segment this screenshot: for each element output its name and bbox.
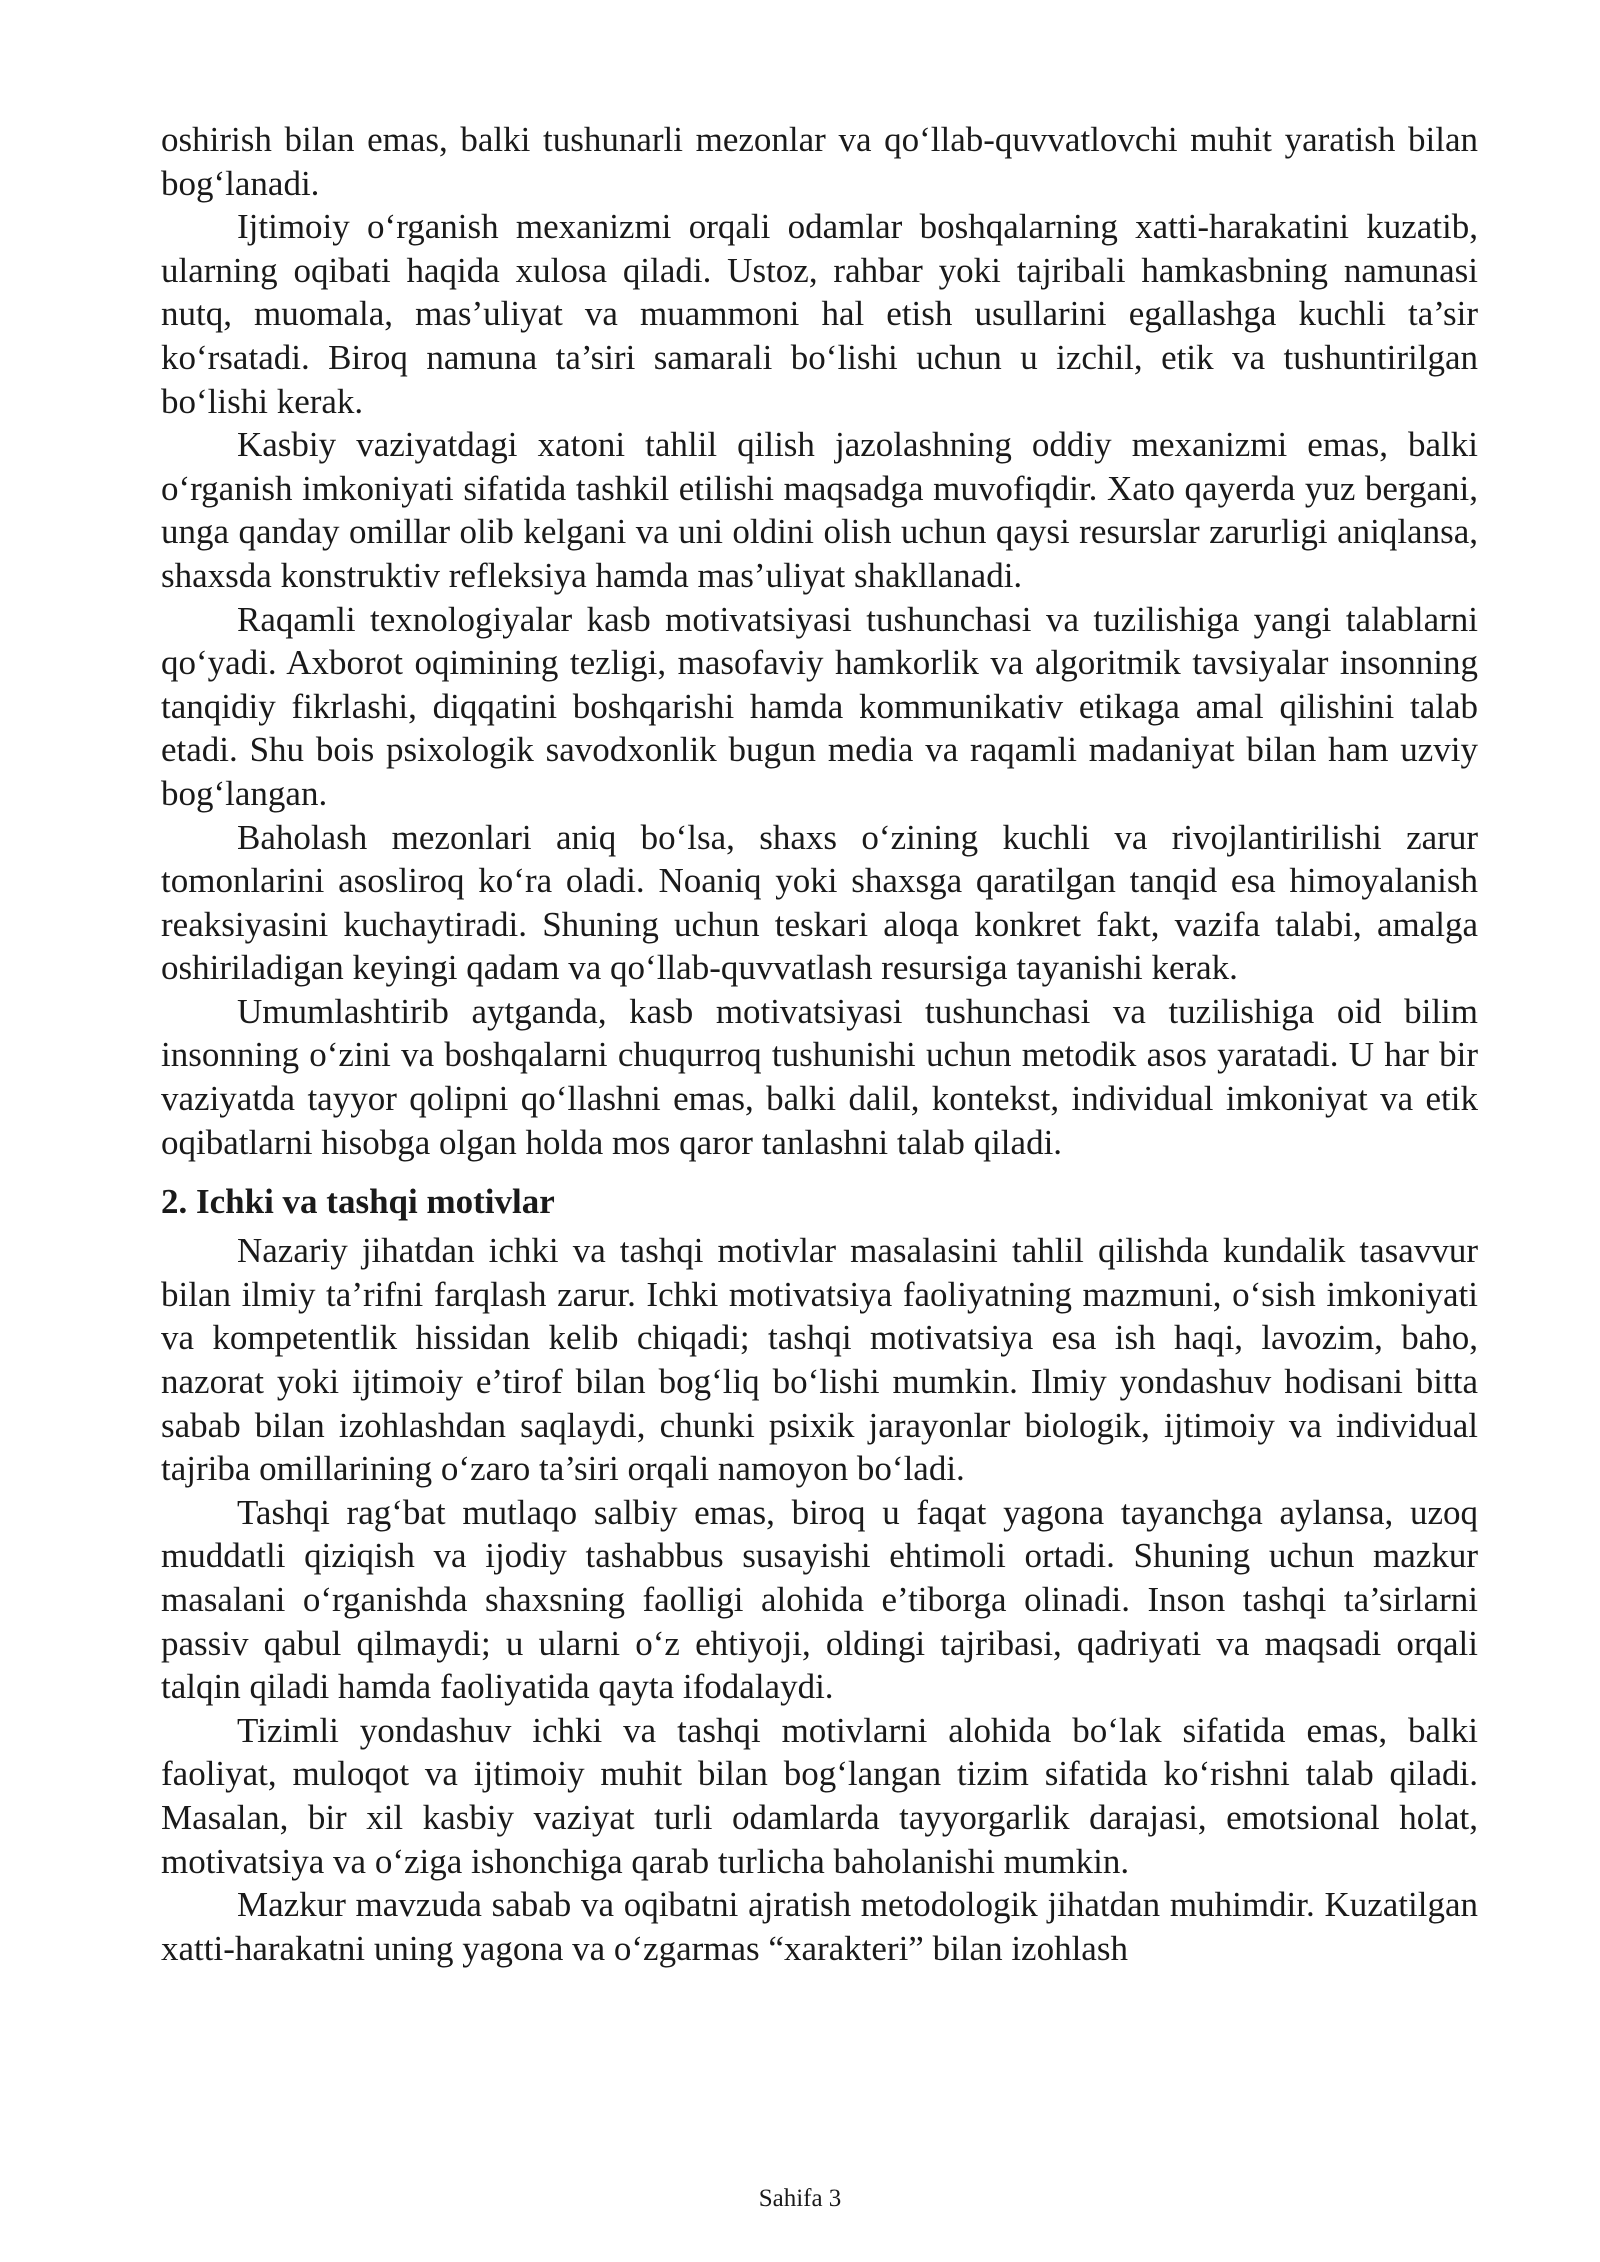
page-body [161,118,1478,1970]
section-heading: 2. Ichki va tashqi motivlar [161,1182,555,1222]
paragraph-continued: oshirish bilan emas, balki tushunarli mezonlar va qo‘llab-quvvatlovchi muhit yaratish bilan bog‘lanadi. [161,120,1478,203]
paragraph-summary: Umumlashtirib aytganda, kasb motivatsiyasi tushunchasi va tuzilishiga oid bilim insonning o‘zini va boshqalarni chuqurroq tushunishi uchun metodik asos yaratadi. U har bir vaziyatda tayyor qolipni qo‘llashni emas, balki dalil, kontekst, individual imkoniyat va etik oqibatlarni hisobga olgan holda mos qaror tanlashni talab qiladi. [161,991,1478,1162]
paragraph-external-reward: Tashqi rag‘bat mutlaqo salbiy emas, biroq u faqat yagona tayanchga aylansa, uzoq muddatli qiziqish va ijodiy tashabbus susayishi ehtimoli ortadi. Shuning uchun mazkur masalani o‘rganishda shaxsning faolligi alohida e’tiborga olinadi. Inson tashqi ta’sirlarni passiv qabul qilmaydi; u ularni o‘z ehtiyoji, oldingi tajribasi, qadriyati va maqsadi orqali talqin qiladi hamda faoliyatida qayta ifodalaydi. [161,1492,1478,1707]
paragraph-systemic-approach: Tizimli yondashuv ichki va tashqi motivlarni alohida bo‘lak sifatida emas, balki faoliyat, muloqot va ijtimoiy muhit bilan bog‘langan tizim sifatida ko‘rishni talab qiladi. Masalan, bir xil kasbiy vaziyat turli odamlarda tayyorgarlik darajasi, emotsional holat, motivatsiya va o‘ziga ishonchiga qarab turlicha baholanishi mumkin. [161,1710,1478,1881]
paragraph-digital-technologies: Raqamli texnologiyalar kasb motivatsiyasi tushunchasi va tuzilishiga yangi talablarni qo‘yadi. Axborot oqimining tezligi, masofaviy hamkorlik va algoritmik tavsiyalar insonning tanqidiy fikrlashi, diqqatini boshqarishi hamda kommunikativ etikaga amal qilishini talab etadi. Shu bois psixologik savodxonlik bugun media va raqamli madaniyat bilan ham uzviy bog‘langan. [161,599,1478,813]
paragraph-assessment-criteria: Baholash mezonlari aniq bo‘lsa, shaxs o‘zining kuchli va rivojlantirilishi zarur tomonlarini asosliroq ko‘ra oladi. Noaniq yoki shaxsga qaratilgan tanqid esa himoyalanish reaksiyasini kuchaytiradi. Shuning uchun teskari aloqa konkret fakt, vazifa talabi, amalga oshiriladigan keyingi qadam va qo‘llab-quvvatlash resursiga tayanishi kerak. [161,817,1478,988]
paragraph-error-analysis: Kasbiy vaziyatdagi xatoni tahlil qilish jazolashning oddiy mexanizmi emas, balki o‘rganish imkoniyati sifatida tashkil etilishi maqsadga muvofiqdir. Xato qayerda yuz bergani, unga qanday omillar olib kelgani va uni oldini olish uchun qaysi resurslar zarurligi aniqlansa, shaxsda konstruktiv refleksiya hamda mas’uliyat shakllanadi. [161,425,1478,595]
page-number: Sahifa 3 [758,2185,842,2212]
paragraph-theory: Nazariy jihatdan ichki va tashqi motivlar masalasini tahlil qilishda kundalik tasavvur bilan ilmiy ta’rifni farqlash zarur. Ichki motivatsiya faoliyatning mazmuni, o‘sish imkoniyati va kompetentlik hissidan kelib chiqadi; tashqi motivatsiya esa ish haqi, lavozim, baho, nazorat yoki ijtimoiy e’tirof bilan bog‘liq bo‘lishi mumkin. Ilmiy yondashuv hodisani bitta sabab bilan izohlashdan saqlaydi, chunki psixik jarayonlar biologik, ijtimoiy va individual tajriba omillarining o‘zaro ta’siri orqali namoyon bo‘ladi. [161,1231,1478,1489]
paragraph-cause-effect: Mazkur mavzuda sabab va oqibatni ajratish metodologik jihatdan muhimdir. Kuzatilgan xatti-harakatni uning yagona va o‘zgarmas “xarakteri” bilan izohlash [161,1885,1478,1968]
paragraph-social-learning: Ijtimoiy o‘rganish mexanizmi orqali odamlar boshqalarning xatti-harakatini kuzatib, ularning oqibati haqida xulosa qiladi. Ustoz, rahbar yoki tajribali hamkasbning namunasi nutq, muomala, mas’uliyat va muammoni hal etish usullarini egallashga kuchli ta’sir ko‘rsatadi. Biroq namuna ta’siri samarali bo‘lishi uchun u izchil, etik va tushuntirilgan bo‘lishi kerak. [161,207,1478,421]
